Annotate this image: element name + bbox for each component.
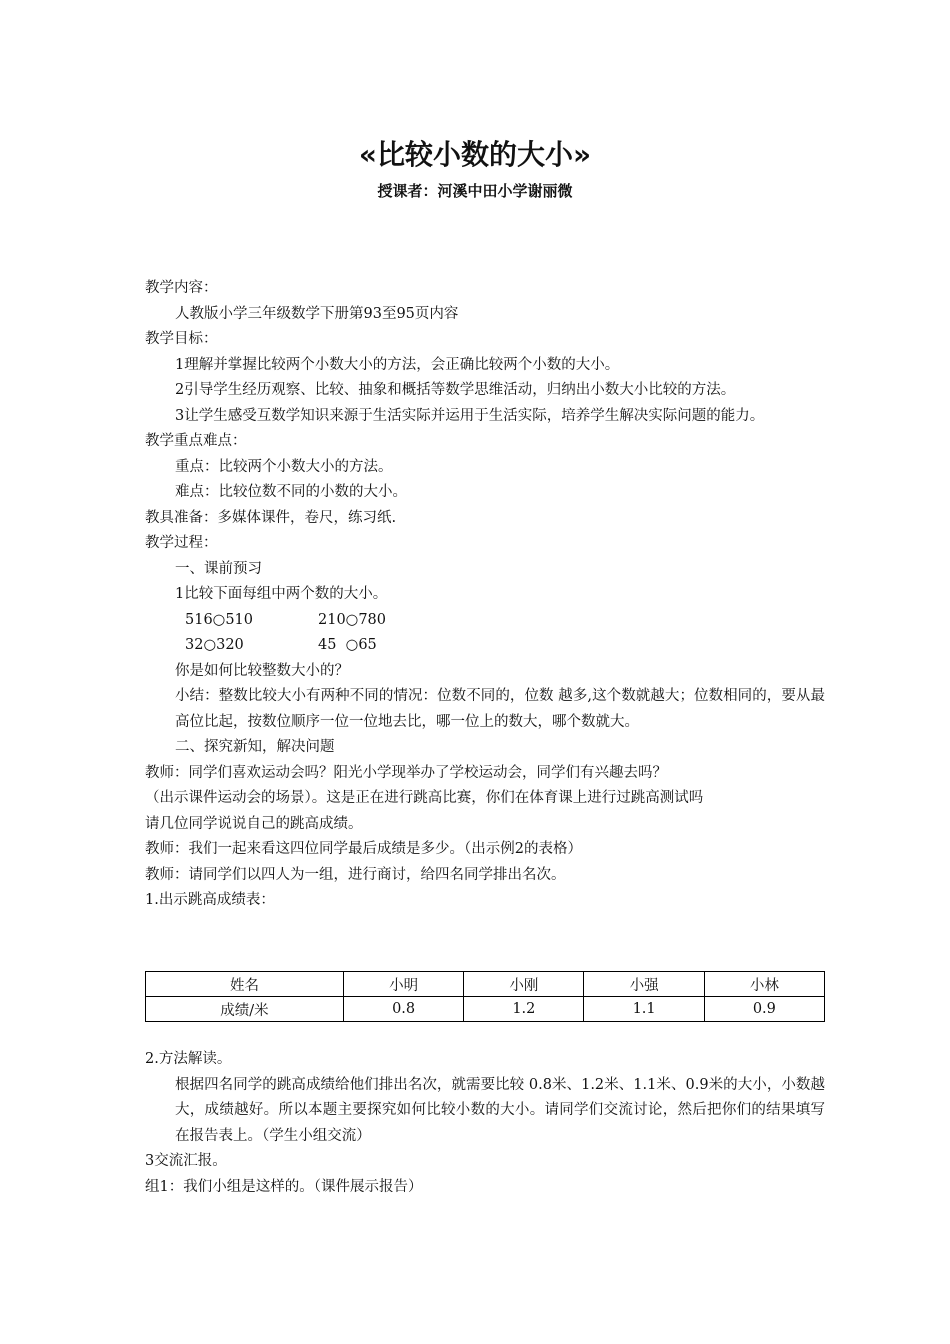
paragraph: 1比较下面每组中两个数的大小。 [175, 586, 388, 602]
paragraph: 2.方法解读。 [145, 1051, 232, 1067]
section-heading: 教学过程： [145, 535, 218, 551]
table-cell: 姓名 [146, 972, 344, 997]
table-cell: 小强 [584, 972, 704, 997]
paragraph: 组1：我们小组是这样的。（课件展示报告） [145, 1178, 423, 1195]
table-cell: 1.2 [464, 997, 584, 1022]
compare-row [145, 633, 825, 659]
section-heading: 教学重点难点： [145, 433, 247, 449]
paragraph: 根据四名同学的跳高成绩给他们排出名次，就需要比较 0.8米、1.2米、1.1米、0.9米的大小，小数越大，成绩越好。所以本题主要探究如何比较小数的大小。请同学们交流讨论，然后把你们的结果填写在报告表上。（学生小组交流） [175, 1076, 825, 1144]
compare-item: 516○510 [185, 611, 254, 628]
table-row [146, 997, 825, 1022]
paragraph: 3交流汇报。 [145, 1153, 227, 1169]
paragraph: 难点：比较位数不同的小数的大小。 [175, 484, 407, 500]
section-heading: 教学内容： [145, 280, 218, 296]
document-body-continued [145, 1047, 825, 1200]
compare-row [145, 608, 825, 634]
author-line: 授课者：河溪中田小学谢丽微 [377, 182, 573, 200]
paragraph: 教师：同学们喜欢运动会吗？阳光小学现举办了学校运动会，同学们有兴趣去吗？ [145, 764, 667, 781]
compare-item: 210○780 [318, 611, 387, 628]
paragraph: 1.出示跳高成绩表： [145, 892, 275, 908]
paragraph: 小结：整数比较大小有两种不同的情况：位数不同的，位数 越多,这个数就越大；位数相同的，要从最高位比起，按数位顺序一位一位地去比，哪一位上的数大，哪个数就大。 [175, 688, 825, 730]
paragraph: 人教版小学三年级数学下册第93至95页内容 [175, 305, 459, 322]
paragraph: 3让学生感受互数学知识来源于生活实际并运用于生活实际，培养学生解决实际问题的能力。 [175, 407, 765, 424]
paragraph: 教师：请同学们以四人为一组，进行商讨，给四名同学排出名次。 [145, 866, 566, 883]
paragraph: 请几位同学说说自己的跳高成绩。 [145, 815, 363, 832]
compare-item: 45 ○65 [318, 637, 377, 653]
paragraph: （出示课件运动会的场景）。这是正在进行跳高比赛，你们在体育课上进行过跳高测试吗 [145, 790, 704, 806]
paragraph: 2引导学生经历观察、比较、抽象和概括等数学思维活动，归纳出小数大小比较的方法。 [175, 382, 736, 398]
paragraph: 1理解并掌握比较两个小数大小的方法，会正确比较两个小数的大小。 [175, 356, 620, 373]
table-cell: 小林 [704, 972, 824, 997]
paragraph: 重点：比较两个小数大小的方法。 [175, 458, 393, 475]
table-cell: 小刚 [464, 972, 584, 997]
document-title: «比较小数的大小» [358, 138, 592, 171]
document-body [145, 276, 825, 914]
paragraph: 教具准备：多媒体课件，卷尺，练习纸. [145, 509, 397, 526]
subsection-heading: 二、探究新知，解决问题 [175, 739, 335, 755]
paragraph: 你是如何比较整数大小的？ [175, 662, 349, 679]
table-cell: 成绩/米 [146, 997, 344, 1022]
score-table [145, 971, 825, 1022]
table-cell: 0.9 [704, 997, 824, 1022]
table-cell: 小明 [343, 972, 463, 997]
compare-item: 32○320 [185, 637, 244, 653]
table-cell: 1.1 [584, 997, 704, 1022]
table-header-row [146, 972, 825, 997]
section-heading: 教学目标： [145, 331, 218, 347]
subsection-heading: 一、课前预习 [175, 560, 262, 577]
paragraph: 教师：我们一起来看这四位同学最后成绩是多少。（出示例2的表格） [145, 841, 582, 857]
table-cell: 0.8 [343, 997, 463, 1022]
